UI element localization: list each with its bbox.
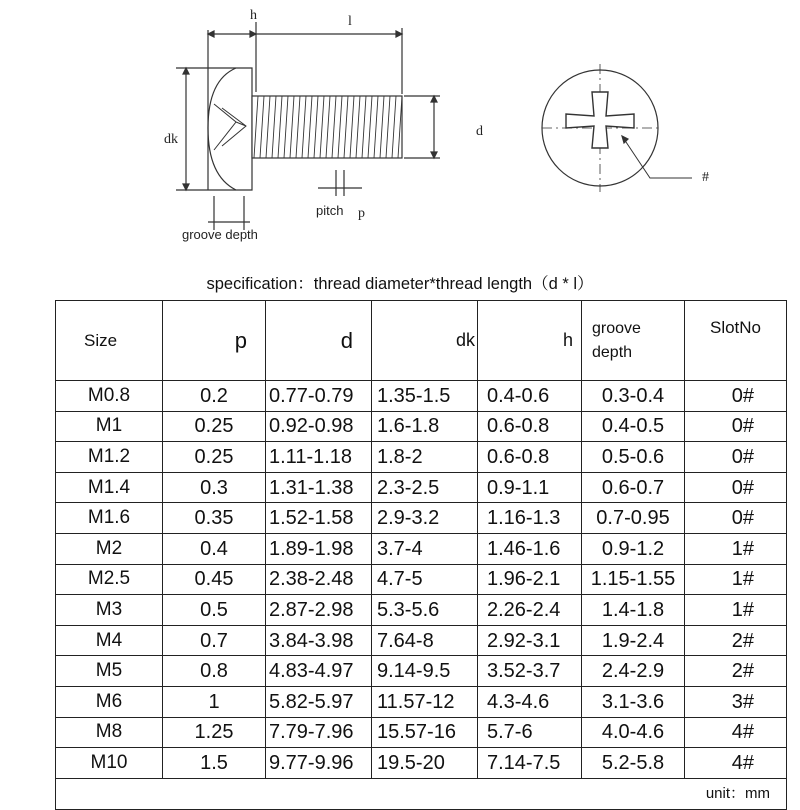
- cell-p: 0.45: [163, 564, 266, 595]
- cell-p: 0.7: [163, 625, 266, 656]
- cell-size: M4: [56, 625, 163, 656]
- cell-groove-depth: 4.0-4.6: [582, 717, 685, 748]
- cell-p: 1.5: [163, 748, 266, 779]
- cell-slot-no: 4#: [685, 717, 787, 748]
- cell-size: M2: [56, 533, 163, 564]
- cell-groove-depth: 0.3-0.4: [582, 381, 685, 412]
- cell-groove-depth: 1.9-2.4: [582, 625, 685, 656]
- cell-size: M5: [56, 656, 163, 687]
- dim-d: [404, 96, 440, 158]
- cell-slot-no: 0#: [685, 472, 787, 503]
- cell-size: M10: [56, 748, 163, 779]
- cell-h: 1.16-1.3: [478, 503, 582, 534]
- cell-groove-depth: 0.4-0.5: [582, 411, 685, 442]
- cell-h: 2.92-3.1: [478, 625, 582, 656]
- cell-size: M2.5: [56, 564, 163, 595]
- label-l: l: [348, 14, 352, 29]
- table-row: [56, 442, 787, 473]
- cell-dk: 1.6-1.8: [372, 411, 478, 442]
- label-d: d: [476, 124, 483, 139]
- cell-groove-depth: 1.15-1.55: [582, 564, 685, 595]
- table-header-row: [56, 301, 787, 381]
- cell-dk: 15.57-16: [372, 717, 478, 748]
- cell-p: 0.25: [163, 411, 266, 442]
- unit-label: unit：mm: [56, 778, 787, 809]
- cell-size: M6: [56, 686, 163, 717]
- cell-p: 0.3: [163, 472, 266, 503]
- cell-groove-depth: 0.5-0.6: [582, 442, 685, 473]
- cell-d: 3.84-3.98: [266, 625, 372, 656]
- dim-groove-depth: [208, 196, 250, 230]
- cell-d: 2.38-2.48: [266, 564, 372, 595]
- cell-d: 2.87-2.98: [266, 595, 372, 626]
- header-dk: dk: [372, 301, 478, 381]
- table-body: [56, 381, 787, 810]
- label-dk: dk: [164, 132, 178, 147]
- cell-size: M3: [56, 595, 163, 626]
- cell-dk: 3.7-4: [372, 533, 478, 564]
- cell-slot-no: 1#: [685, 595, 787, 626]
- table-row: [56, 748, 787, 779]
- label-pitch: pitch: [316, 203, 344, 218]
- cell-slot-no: 4#: [685, 748, 787, 779]
- cell-h: 7.14-7.5: [478, 748, 582, 779]
- cell-d: 1.31-1.38: [266, 472, 372, 503]
- cell-dk: 1.35-1.5: [372, 381, 478, 412]
- label-slot: #: [702, 170, 709, 185]
- table-row: [56, 656, 787, 687]
- cell-slot-no: 0#: [685, 503, 787, 534]
- table-row: [56, 625, 787, 656]
- specification-caption: specification：thread diameter*thread length（d * l）: [206, 275, 594, 293]
- cell-p: 0.4: [163, 533, 266, 564]
- dim-l: [256, 28, 402, 94]
- cell-d: 9.77-9.96: [266, 748, 372, 779]
- cell-slot-no: 3#: [685, 686, 787, 717]
- cell-h: 3.52-3.7: [478, 656, 582, 687]
- cell-dk: 11.57-12: [372, 686, 478, 717]
- cell-h: 0.6-0.8: [478, 442, 582, 473]
- cell-dk: 2.9-3.2: [372, 503, 478, 534]
- cell-groove-depth: 2.4-2.9: [582, 656, 685, 687]
- table-row: [56, 533, 787, 564]
- cell-slot-no: 0#: [685, 381, 787, 412]
- cell-h: 1.96-2.1: [478, 564, 582, 595]
- cell-p: 0.8: [163, 656, 266, 687]
- cell-p: 0.5: [163, 595, 266, 626]
- cell-p: 1.25: [163, 717, 266, 748]
- cell-dk: 1.8-2: [372, 442, 478, 473]
- table-row: [56, 381, 787, 412]
- cell-slot-no: 2#: [685, 656, 787, 687]
- cell-h: 5.7-6: [478, 717, 582, 748]
- cell-d: 5.82-5.97: [266, 686, 372, 717]
- cell-p: 1: [163, 686, 266, 717]
- label-p: p: [358, 206, 365, 221]
- cell-d: 1.89-1.98: [266, 533, 372, 564]
- screw-top-view: [542, 64, 692, 192]
- cell-h: 2.26-2.4: [478, 595, 582, 626]
- cell-dk: 7.64-8: [372, 625, 478, 656]
- cell-d: 1.11-1.18: [266, 442, 372, 473]
- cell-size: M1.4: [56, 472, 163, 503]
- table-row: [56, 472, 787, 503]
- cell-d: 0.92-0.98: [266, 411, 372, 442]
- cell-groove-depth: 1.4-1.8: [582, 595, 685, 626]
- cell-h: 4.3-4.6: [478, 686, 582, 717]
- cell-slot-no: 0#: [685, 411, 787, 442]
- cell-size: M8: [56, 717, 163, 748]
- header-d: d: [266, 301, 372, 381]
- cell-slot-no: 1#: [685, 533, 787, 564]
- cell-size: M0.8: [56, 381, 163, 412]
- cell-groove-depth: 0.9-1.2: [582, 533, 685, 564]
- cell-d: 1.52-1.58: [266, 503, 372, 534]
- cell-d: 0.77-0.79: [266, 381, 372, 412]
- cell-groove-depth: 3.1-3.6: [582, 686, 685, 717]
- cell-size: M1: [56, 411, 163, 442]
- table-row: [56, 564, 787, 595]
- cell-p: 0.35: [163, 503, 266, 534]
- header-size: Size: [56, 301, 163, 381]
- cell-slot-no: 2#: [685, 625, 787, 656]
- spec-table: [55, 300, 787, 810]
- screw-diagram: [0, 0, 800, 260]
- cell-p: 0.2: [163, 381, 266, 412]
- cell-slot-no: 1#: [685, 564, 787, 595]
- cell-dk: 9.14-9.5: [372, 656, 478, 687]
- table-row: [56, 717, 787, 748]
- header-groove-depth: groove depth: [582, 301, 685, 381]
- cell-p: 0.25: [163, 442, 266, 473]
- unit-row: [56, 778, 787, 809]
- dim-pitch: [318, 170, 362, 196]
- header-p: p: [163, 301, 266, 381]
- cell-groove-depth: 0.6-0.7: [582, 472, 685, 503]
- table-row: [56, 503, 787, 534]
- cell-dk: 2.3-2.5: [372, 472, 478, 503]
- cell-h: 0.4-0.6: [478, 381, 582, 412]
- table-row: [56, 595, 787, 626]
- screw-drawing-svg: [0, 0, 800, 260]
- cell-d: 4.83-4.97: [266, 656, 372, 687]
- cell-dk: 19.5-20: [372, 748, 478, 779]
- cell-d: 7.79-7.96: [266, 717, 372, 748]
- label-h: h: [250, 8, 257, 23]
- table-row: [56, 686, 787, 717]
- label-groove-depth: groove depth: [182, 227, 258, 242]
- cell-dk: 5.3-5.6: [372, 595, 478, 626]
- header-h: h: [478, 301, 582, 381]
- cell-h: 0.6-0.8: [478, 411, 582, 442]
- header-slot-no: SlotNo: [685, 301, 787, 381]
- cell-h: 0.9-1.1: [478, 472, 582, 503]
- cell-h: 1.46-1.6: [478, 533, 582, 564]
- cell-dk: 4.7-5: [372, 564, 478, 595]
- cell-size: M1.6: [56, 503, 163, 534]
- cell-size: M1.2: [56, 442, 163, 473]
- cell-groove-depth: 0.7-0.95: [582, 503, 685, 534]
- cell-groove-depth: 5.2-5.8: [582, 748, 685, 779]
- table-row: [56, 411, 787, 442]
- cell-slot-no: 0#: [685, 442, 787, 473]
